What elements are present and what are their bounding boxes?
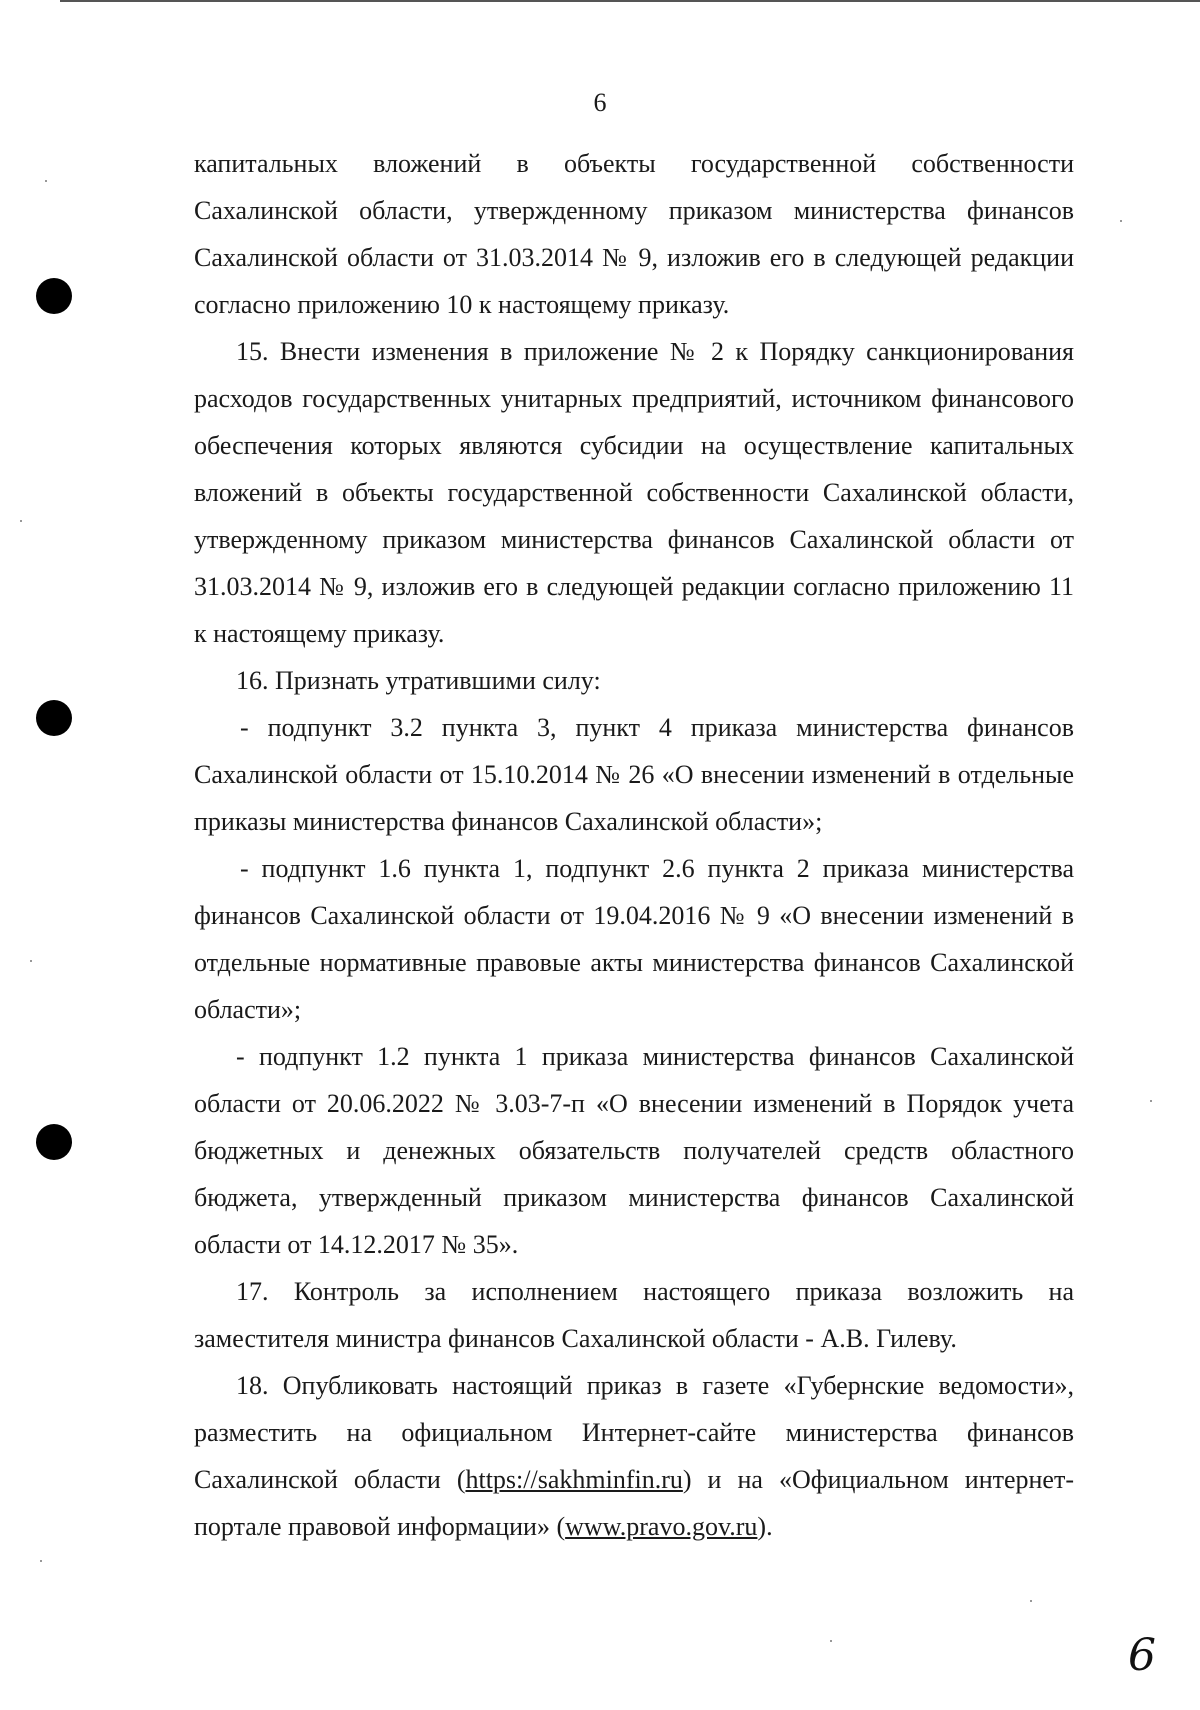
punch-hole-middle: [36, 700, 72, 736]
punch-hole-top: [36, 278, 72, 314]
paragraph-18-text-3: ).: [757, 1512, 773, 1541]
pravo-link[interactable]: www.pravo.gov.ru: [565, 1512, 758, 1541]
paragraph-18-text-1: 18. Опубликовать настоящий приказ в газете «Губернские ведомости», разместить на официальном Интернет-сайте министерства финансов Сахалинской области (: [194, 1371, 1074, 1494]
scan-speck: [1030, 1600, 1032, 1602]
paragraph-15: 15. Внести изменения в приложение № 2 к Порядку санкционирования расходов государственных унитарных предприятий, источником финансового обеспечения которых являются субсидии на осуществление капитальных вложений в объекты государственной собственности Сахалинской области, утвержденному приказом министерства финансов Сахалинской области от 31.03.2014 № 9, изложив его в следующей редакции согласно приложению 11 к настоящему приказу.: [194, 337, 1074, 648]
page-number: 6: [593, 88, 607, 117]
scan-speck: [45, 180, 47, 182]
item-16-3: - подпункт 1.2 пункта 1 приказа министерства финансов Сахалинской области от 20.06.2022 № 3.03-7-п «О внесении изменений в Порядок учета бюджетных и денежных обязательств получателей средств областного бюджета, утвержденный приказом министерства финансов Сахалинской области от 14.12.2017 № 35».: [194, 1042, 1074, 1259]
scan-speck: [830, 1640, 832, 1642]
scan-speck: [20, 520, 22, 522]
handwritten-page-number: 6: [1128, 1630, 1156, 1681]
punch-hole-bottom: [36, 1124, 72, 1160]
scan-speck: [1120, 220, 1122, 222]
paragraph-18-text-2: ) и на «Официальном интернет-портале правовой информации» (: [194, 1465, 1074, 1541]
scan-speck: [1150, 1100, 1152, 1102]
scan-speck: [30, 960, 32, 962]
paragraph-18: [194, 1362, 1074, 1550]
paragraph-continuation: капитальных вложений в объекты государственной собственности Сахалинской области, утвержденному приказом министерства финансов Сахалинской области от 31.03.2014 № 9, изложив его в следующей редакции согласно приложению 10 к настоящему приказу.: [194, 149, 1074, 319]
document-body: [194, 140, 1074, 1550]
paragraph-17: 17. Контроль за исполнением настоящего приказа возложить на заместителя министра финансов Сахалинской области - А.В. Гилеву.: [194, 1277, 1074, 1353]
paragraph-16: 16. Признать утратившими силу:: [236, 666, 601, 695]
sakhminfin-link[interactable]: https://sakhminfin.ru: [465, 1465, 683, 1494]
scan-speck: [40, 1560, 42, 1562]
item-16-1: - подпункт 3.2 пункта 3, пункт 4 приказа министерства финансов Сахалинской области от 15.10.2014 № 26 «О внесении изменений в отдельные приказы министерства финансов Сахалинской области»;: [194, 713, 1074, 836]
top-border-line: [60, 0, 1200, 2]
item-16-2: - подпункт 1.6 пункта 1, подпункт 2.6 пункта 2 приказа министерства финансов Сахалинской области от 19.04.2016 № 9 «О внесении изменений в отдельные нормативные правовые акты министерства финансов Сахалинской области»;: [194, 854, 1074, 1024]
